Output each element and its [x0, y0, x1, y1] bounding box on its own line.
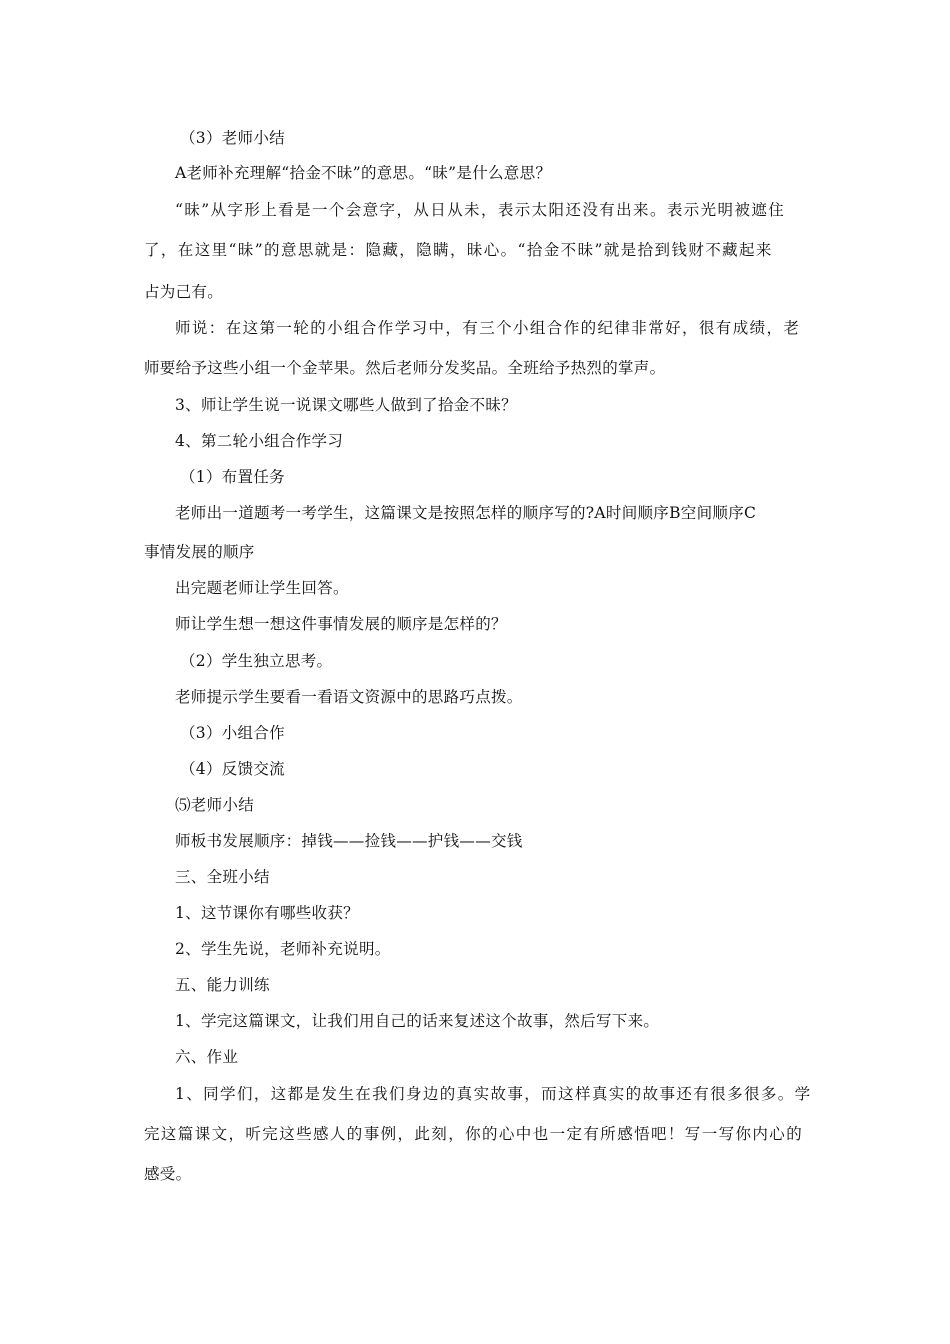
paragraph-line: 完这篇课文，听完这些感人的事例，此刻，你的心中也一定有所感悟吧！写一写你内心的 [144, 1125, 804, 1143]
paragraph-line: （1）布置任务 [180, 468, 285, 486]
paragraph-line: （3）老师小结 [180, 129, 285, 147]
paragraph-line: ⑸老师小结 [175, 796, 255, 814]
paragraph-line: （2）学生独立思考。 [180, 652, 333, 670]
paragraph-line: A老师补充理解“拾金不昧”的意思。“昧”是什么意思？ [175, 164, 552, 182]
paragraph-line: 老师出一道题考一考学生，这篇课文是按照怎样的顺序写的?A时间顺序B空间顺序C [175, 504, 757, 522]
paragraph-line: 1、学完这篇课文，让我们用自己的话来复述这个故事，然后写下来。 [175, 1012, 660, 1030]
paragraph-line: 事情发展的顺序 [144, 543, 255, 561]
paragraph-line: 师要给予这些小组一个金苹果。然后老师分发奖品。全班给予热烈的掌声。 [144, 359, 666, 377]
paragraph-line: 占为己有。 [144, 283, 224, 301]
paragraph-line: 师让学生想一想这件事情发展的顺序是怎样的？ [175, 615, 507, 633]
paragraph-line: 2、学生先说，老师补充说明。 [175, 940, 391, 958]
section-heading: 五、能力训练 [175, 976, 270, 994]
paragraph-line: 师说：在这第一轮的小组合作学习中，有三个小组合作的纪律非常好，很有成绩，老 [175, 319, 801, 337]
paragraph-line: 4、第二轮小组合作学习 [175, 432, 344, 450]
paragraph-line: 1、这节课你有哪些收获？ [175, 904, 359, 922]
paragraph-line: 了，在这里“昧”的意思就是：隐藏，隐瞒，昧心。“拾金不昧”就是拾到钱财不藏起来 [144, 241, 773, 259]
paragraph-line: 老师提示学生要看一看语文资源中的思路巧点拨。 [175, 688, 523, 706]
paragraph-line: 3、师让学生说一说课文哪些人做到了拾金不昧？ [175, 396, 517, 414]
paragraph-line: （4）反馈交流 [180, 760, 285, 778]
paragraph-line: 出完题老师让学生回答。 [175, 579, 349, 597]
paragraph-line: 1、同学们，这都是发生在我们身边的真实故事，而这样真实的故事还有很多很多。学 [175, 1085, 812, 1103]
paragraph-line: “昧”从字形上看是一个会意字，从日从未，表示太阳还没有出来。表示光明被遮住 [175, 201, 786, 219]
paragraph-line: （3）小组合作 [180, 724, 285, 742]
paragraph-line: 师板书发展顺序：掉钱——捡钱——护钱——交钱 [175, 832, 523, 850]
section-heading: 三、全班小结 [175, 868, 270, 886]
section-heading: 六、作业 [175, 1048, 239, 1066]
paragraph-line: 感受。 [144, 1165, 192, 1183]
